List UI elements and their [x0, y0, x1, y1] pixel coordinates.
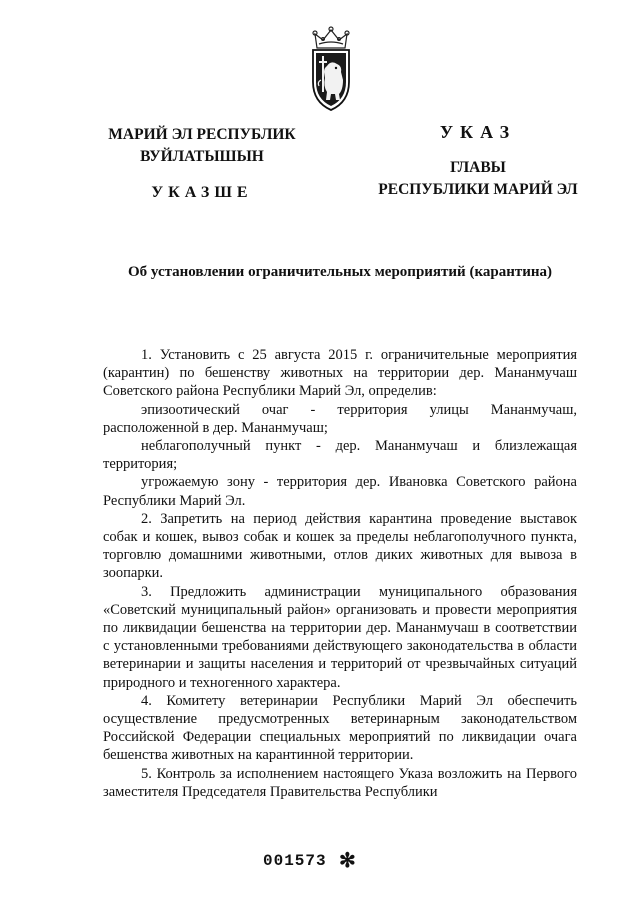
header-left-line1: МАРИЙ ЭЛ РЕСПУБЛИК [108, 126, 296, 143]
paragraph-1-item-2: неблагополучный пункт - дер. Мананмучаш и близлежащая территория; [103, 438, 577, 473]
asterisk-mark: ✻ [339, 850, 356, 872]
paragraph-3: 3. Предложить администрации муниципального образования «Советский муниципальный район» организовать и провести мероприятия по ликвидации бешенства на территории дер. Мананмучаш в соответствии с установленными требованиями действующего законодательства в области ветеринарии и защиты населения и территорий от чрезвычайных ситуаций природного и техногенного характера. [103, 583, 577, 691]
document-body [103, 346, 577, 801]
paragraph-1-item-3: угрожаемую зону - территория дер. Ивановка Советского района Республики Марий Эл. [103, 474, 577, 509]
document-serial-number: 001573 [263, 852, 327, 870]
header-left-doc-type: УКАЗШЕ [151, 184, 253, 201]
paragraph-2: 2. Запретить на период действия карантина проведение выставок собак и кошек, вывоз собак и кошек за пределы неблагополучного пункта, торговлю домашними животными, отлов диких животных для вывоза в зоопарки. [103, 510, 577, 582]
header-right-doc-type: УКАЗ [439, 122, 517, 142]
paragraph-4: 4. Комитету ветеринарии Республики Марий Эл обеспечить осуществление предусмотренных ветеринарным законодательством Российской Федерации специальных мероприятий по ликвидации очага бешенства животных на карантинной территории. [103, 692, 577, 764]
header-left-block [92, 124, 312, 204]
document-title: Об установлении ограничительных мероприятий (карантина) [127, 264, 552, 280]
paragraph-1: 1. Установить с 25 августа 2015 г. ограничительные мероприятия (карантин) по бешенству животных на территории дер. Мананмучаш Советского района Республики Марий Эл, определив: [103, 347, 577, 400]
header-left-line2: ВУЙЛАТЫШЫН [140, 148, 264, 165]
header-right-line1: ГЛАВЫ [450, 159, 506, 176]
header-right-line2: РЕСПУБЛИКИ МАРИЙ ЭЛ [378, 181, 578, 198]
paragraph-1-item-1: эпизоотический очаг - территория улицы Мананмучаш, расположенной в дер. Мананмучаш; [103, 401, 577, 436]
paragraph-5: 5. Контроль за исполнением настоящего Указа возложить на Первого заместителя Председателя Правительства Республики [103, 765, 577, 800]
coat-of-arms-emblem [299, 22, 363, 114]
header-right-block [358, 121, 598, 201]
